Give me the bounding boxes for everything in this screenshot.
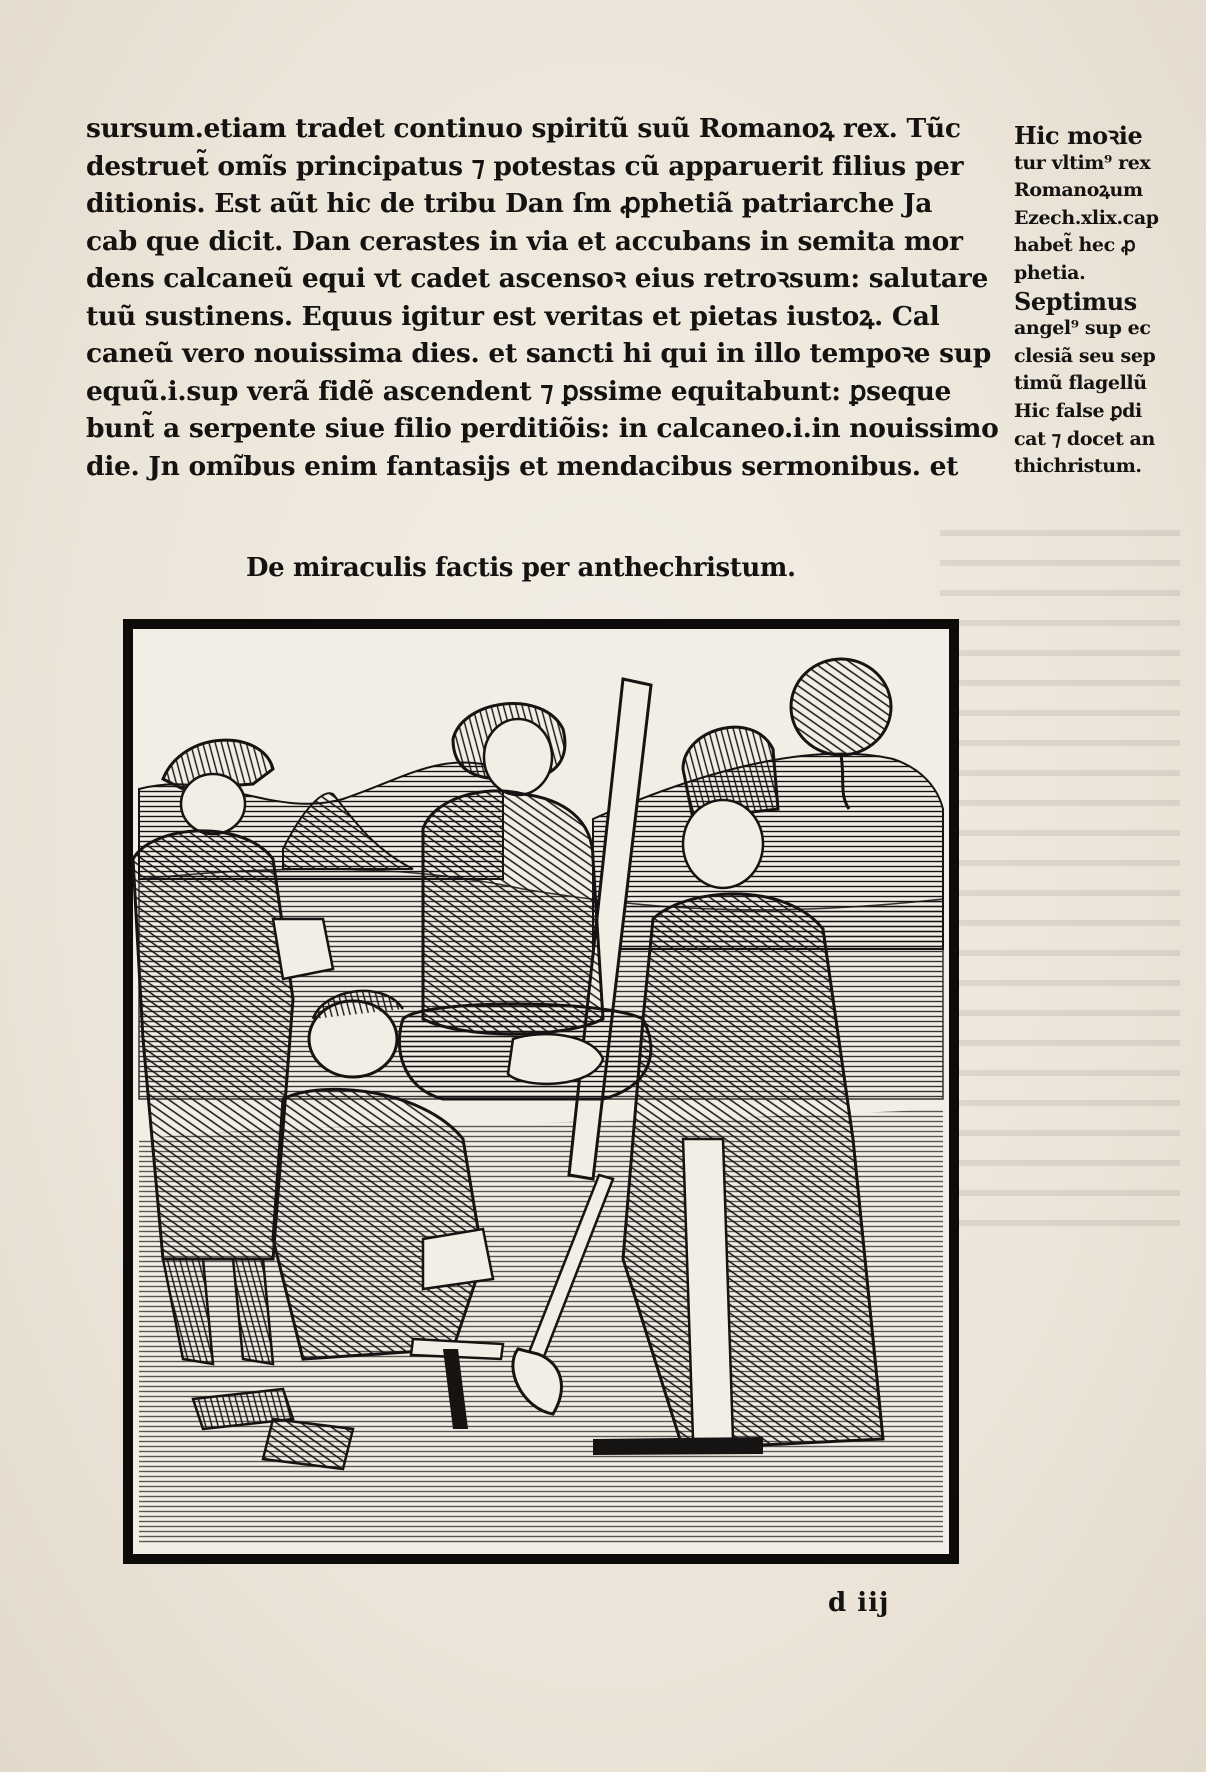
gloss-line: thichristum. bbox=[1014, 455, 1142, 478]
section-heading: De miraculis factis per anthechristum. bbox=[246, 553, 796, 583]
gloss-line: cat ⁊ docet an bbox=[1014, 427, 1155, 450]
text-line: caneũ vero nouissima dies. et sancti hi qui in illo tempoꝛe sup bbox=[86, 338, 991, 369]
signature-mark: d iij bbox=[828, 1588, 890, 1618]
gloss-line: clesiã seu sep bbox=[1014, 344, 1156, 367]
gloss-line: habet̃ hec ꝓ bbox=[1014, 234, 1136, 257]
text-line: equũ.i.sup verã fidẽ ascendent ⁊ ꝑssime equitabunt: ꝑseque bbox=[86, 375, 952, 407]
text-line: destruet̃ omĩs principatus ⁊ potestas cũ apparuerit filius per bbox=[86, 150, 964, 182]
text-line: dens calcaneũ equi vt cadet ascensoꝛ eius retroꝛsum: salutare bbox=[86, 263, 988, 294]
main-text-block bbox=[86, 110, 1006, 485]
text-line: die. Jn omĩbus enim fantasijs et mendacibus sermonibus. et bbox=[86, 450, 959, 482]
gloss-line: phetia. bbox=[1014, 261, 1086, 284]
gloss-line: Hic false ꝑdi bbox=[1014, 399, 1142, 422]
gloss-line: angel⁹ sup ec bbox=[1014, 317, 1151, 340]
text-line: ditionis. Est aũt hic de tribu Dan ſm ꝓphetiã patriarche Ja bbox=[86, 188, 933, 219]
gloss-line: Ezech.xlix.cap bbox=[1014, 206, 1159, 229]
woodcut-illustration bbox=[123, 619, 959, 1564]
gloss-line: timũ flagellũ bbox=[1014, 372, 1147, 395]
margin-gloss bbox=[1014, 122, 1204, 481]
gloss-line: Septimus bbox=[1014, 286, 1137, 316]
sun-disc bbox=[791, 659, 891, 755]
gloss-line: tur vltim⁹ rex bbox=[1014, 151, 1151, 174]
gloss-line: Hic moꝛie bbox=[1014, 121, 1143, 150]
text-line: cab que dicit. Dan cerastes in via et accubans in semita mor bbox=[86, 225, 963, 257]
gloss-line: Romanoꝝum bbox=[1014, 179, 1143, 202]
text-line: tuũ sustinens. Equus igitur est veritas et pietas iustoꝝ. Cal bbox=[86, 300, 940, 332]
text-line: bunt̃ a serpente siue filio perditiõis: in calcaneo.i.in nouissimo bbox=[86, 413, 999, 444]
text-line: sursum.etiam tradet continuo spiritũ suũ Romanoꝝ rex. Tũc bbox=[86, 113, 961, 144]
show-through-texture bbox=[940, 530, 1180, 1230]
